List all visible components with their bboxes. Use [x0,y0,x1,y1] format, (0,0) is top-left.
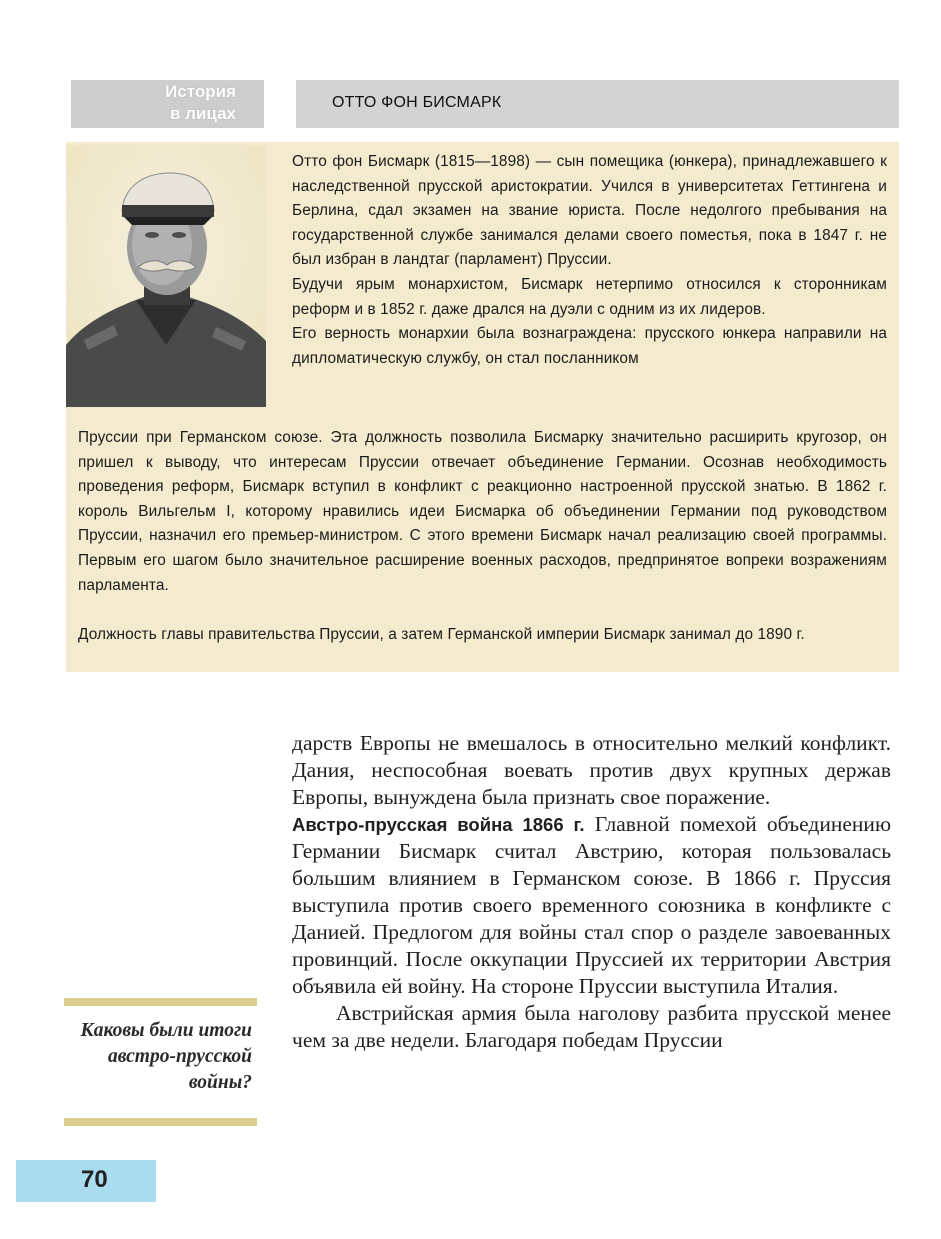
review-question: Каковы были итоги австро-прусской войны? [80,1020,252,1093]
page-number-tab [16,1160,156,1202]
main-text [292,730,891,1054]
question-rule-top [64,998,257,1006]
page-number: 70 [81,1166,108,1193]
biography-text-bottom [78,426,887,598]
bio-paragraph: Будучи ярым монархистом, Бисмарк нетерпимо относился к сторонникам реформ и в 1852 г. даже дрался на дуэли с одним из их лидеров. [292,275,887,318]
question-rule-bottom [64,1118,257,1126]
bio-paragraph: Отто фон Бисмарк (1815—1898) — сын помещика (юнкера), принадлежавшего к наследственной прусской аристократии. Учился в университетах Геттингена и Берлина, сдал экзамен на звание юриста. После недолгого пребывания на государственной службе занимался делами своего поместья, пока в 1847 г. не был избран в ландтаг (парламент) Пруссии. [292,153,887,269]
body-paragraph: дарств Европы не вмешалось в относительно мелкий конфликт. Дания, неспособная воевать против двух крупных держав Европы, вынуждена была признать свое поражение. [292,731,891,809]
body-paragraph-text: Главной помехой объединению Германии Бисмарк считал Австрию, которая пользовалась большим влиянием в Германском союзе. В 1866 г. Пруссия выступила против своего временного союзника в конфликте с Данией. Предлогом для войны стал спор о разделе завоеванных провинций. После оккупации Пруссией их территории Австрия объявила ей войну. На стороне Пруссии выступила Италия. [292,812,892,998]
biography-text-top [292,150,887,371]
bio-paragraph: Пруссии при Германском союзе. Эта должность позволила Бисмарку значительно расширить кругозор, он пришел к выводу, что интересам Пруссии отвечает объединение Германии. Осознав необходимость проведения реформ, Бисмарк вступил в конфликт с реакционно настроенной прусской знатью. В 1862 г. король Вильгельм I, которому нравились идеи Бисмарка об объединении Германии под руководством Пруссии, назначил его премьер-министром. С этого времени Бисмарк начал реализацию своей программы. Первым его шагом было значительное расширение военных расходов, предпринятое вопреки возражениям парламента. [78,429,887,594]
biography-text-last [78,623,887,648]
section-title: ОТТО ФОН БИСМАРК [332,94,502,111]
body-paragraph [292,811,891,1000]
section-title-bar [296,80,899,128]
body-paragraph: Австрийская армия была наголову разбита прусской менее чем за две недели. Благодаря победам Пруссии [292,1001,891,1052]
bio-paragraph: Должность главы правительства Пруссии, а затем Германской империи Бисмарк занимал до 1890 г. [78,626,805,643]
section-tag-line-1: История [165,82,236,101]
subheading: Австро-прусская война 1866 г. [292,814,585,835]
section-tag [71,80,264,128]
section-tag-line-2: в лицах [170,104,236,123]
bio-paragraph: Его верность монархии была вознаграждена: прусского юнкера направили на дипломатическую службу, он стал посланником [292,325,887,367]
portrait-illustration [66,145,266,407]
bismarck-portrait [66,145,266,407]
